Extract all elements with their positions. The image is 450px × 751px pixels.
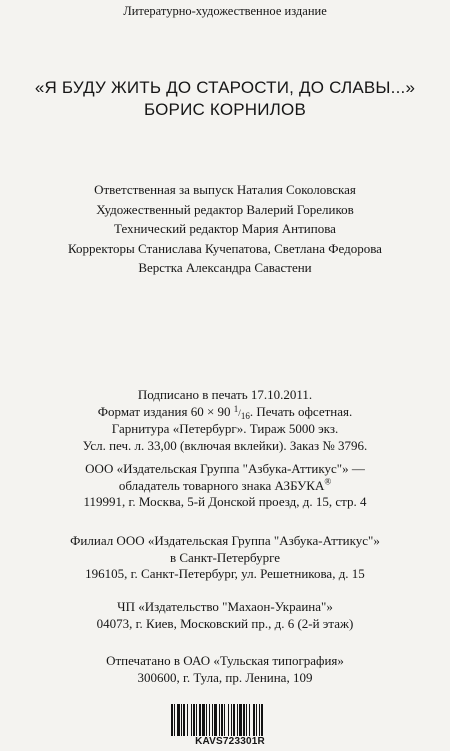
credit-line: Ответственная за выпуск Наталия Соколовская — [94, 182, 356, 197]
barcode-number: KAVS723301R — [195, 736, 265, 747]
printer-block — [0, 653, 450, 686]
credit-line: Верстка Александра Савастени — [138, 260, 312, 275]
edition-type-label: Литературно-художественное издание — [123, 4, 327, 18]
branch-name: Филиал ООО «Издательская Группа "Азбука-Аттикус"» — [70, 533, 380, 548]
branch-city: в Санкт-Петербурге — [169, 549, 281, 565]
publisher-address: 119991, г. Москва, 5-й Донской проезд, д. 15, стр. 4 — [83, 494, 367, 509]
credit-line: Корректоры Станислава Кучепатова, Светлана Федорова — [68, 240, 382, 256]
credit-line: Технический редактор Мария Антипова — [114, 221, 336, 236]
registered-mark: ® — [324, 476, 332, 487]
ukraine-publisher-address: 04073, г. Киев, Московский пр., д. 6 (2-й этаж) — [96, 615, 354, 631]
signed-date: Подписано в печать 17.10.2011. — [137, 387, 313, 402]
printer-address: 300600, г. Тула, пр. Ленина, 109 — [137, 669, 313, 685]
format-prefix: Формат издания 60 × 90 — [97, 403, 234, 419]
ukraine-publisher-name: ЧП «Издательство "Махаон-Украина"» — [117, 599, 333, 614]
format-suffix: . Печать офсетная. — [249, 403, 353, 419]
format-fraction: $^1/_{16}$ — [233, 403, 250, 421]
trademark-text: обладатель товарного знака АЗБУКА — [118, 477, 325, 493]
branch-address: 196105, г. Санкт-Петербург, ул. Решетникова, д. 15 — [85, 566, 365, 581]
printer-name: Отпечатано в ОАО «Тульская типография» — [106, 653, 344, 668]
ukraine-publisher-block — [0, 599, 450, 632]
typeface-line: Гарнитура «Петербург». Тираж 5000 экз. — [111, 421, 339, 436]
format-numerator: 1 — [233, 403, 239, 414]
book-author: БОРИС КОРНИЛОВ — [143, 100, 307, 119]
barcode-icon — [171, 704, 289, 736]
publisher-name: ООО «Издательская Группа "Азбука-Аттикус"» — — [85, 461, 365, 476]
print-info-block — [0, 387, 450, 454]
credit-line: Художественный редактор Валерий Гореликов — [96, 201, 354, 217]
sheets-line: Усл. печ. л. 33,00 (включая вклейки). Заказ № 3796. — [82, 437, 368, 453]
publisher-block — [0, 461, 450, 511]
format-denominator: 16 — [240, 410, 250, 421]
branch-block — [0, 533, 450, 583]
format-line — [0, 404, 450, 422]
credits-list — [0, 180, 450, 278]
trademark-line — [0, 478, 450, 495]
book-title: «Я БУДУ ЖИТЬ ДО СТАРОСТИ, ДО СЛАВЫ...» — [34, 78, 416, 97]
